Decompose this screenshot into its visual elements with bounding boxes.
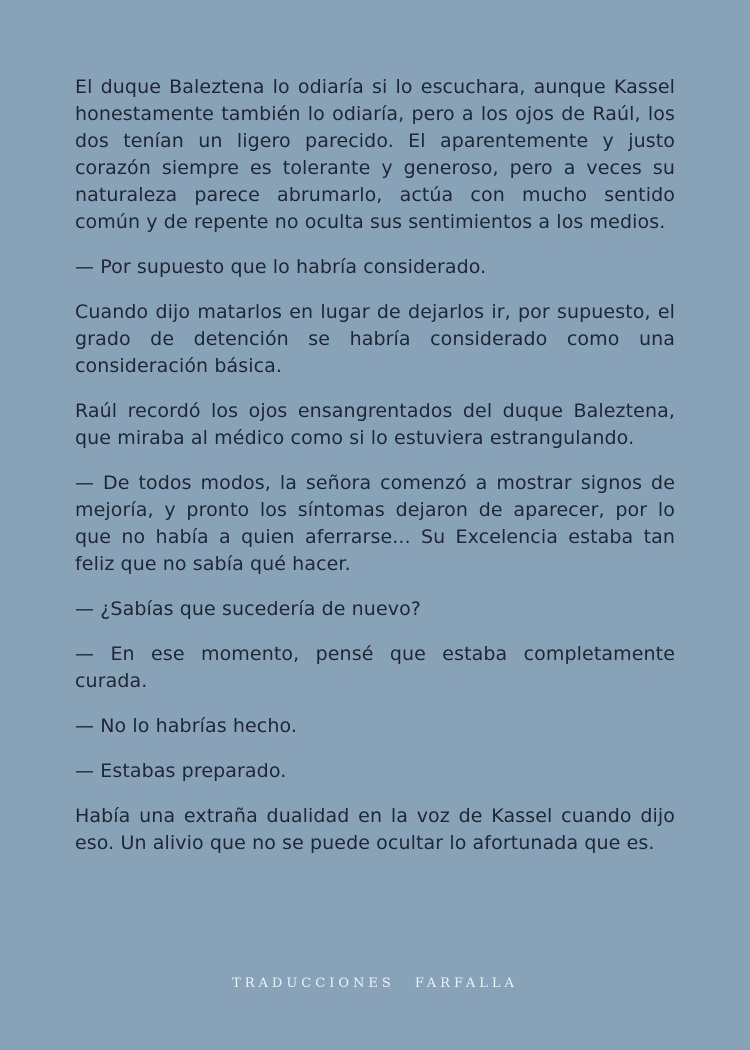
- dialogue-3: — ¿Sabías que sucedería de nuevo?: [75, 598, 421, 620]
- footer-credit: TRADUCCIONES FARFALLA: [232, 976, 518, 991]
- document-body: [75, 74, 675, 875]
- dialogue-4: — En ese momento, pensé que estaba completamente curada.: [75, 643, 675, 692]
- paragraph-4: Había una extraña dualidad en la voz de Kassel cuando dijo eso. Un alivio que no se puede ocultar lo afortunada que es.: [75, 805, 675, 854]
- paragraph-3: Raúl recordó los ojos ensangrentados del duque Baleztena, que miraba al médico como si lo estuviera estrangulando.: [75, 400, 675, 449]
- dialogue-5: — No lo habrías hecho.: [75, 715, 298, 737]
- paragraph-1: El duque Baleztena lo odiaría si lo escuchara, aunque Kassel honestamente también lo odiaría, pero a los ojos de Raúl, los dos tenían un ligero parecido. El aparentemente y justo corazón siempre es tolerante y generoso, pero a veces su naturaleza parece abrumarlo, actúa con mucho sentido común y de repente no oculta sus sentimientos a los medios.: [75, 76, 675, 233]
- dialogue-2: — De todos modos, la señora comenzó a mostrar signos de mejoría, y pronto los síntomas dejaron de aparecer, por lo que no había a quien aferrarse... Su Excelencia estaba tan feliz que no sabía qué hacer.: [75, 472, 675, 575]
- dialogue-6: — Estabas preparado.: [75, 760, 287, 782]
- paragraph-2: Cuando dijo matarlos en lugar de dejarlos ir, por supuesto, el grado de detención se habría considerado como una consideración básica.: [75, 301, 675, 377]
- dialogue-1: — Por supuesto que lo habría considerado.: [75, 256, 487, 278]
